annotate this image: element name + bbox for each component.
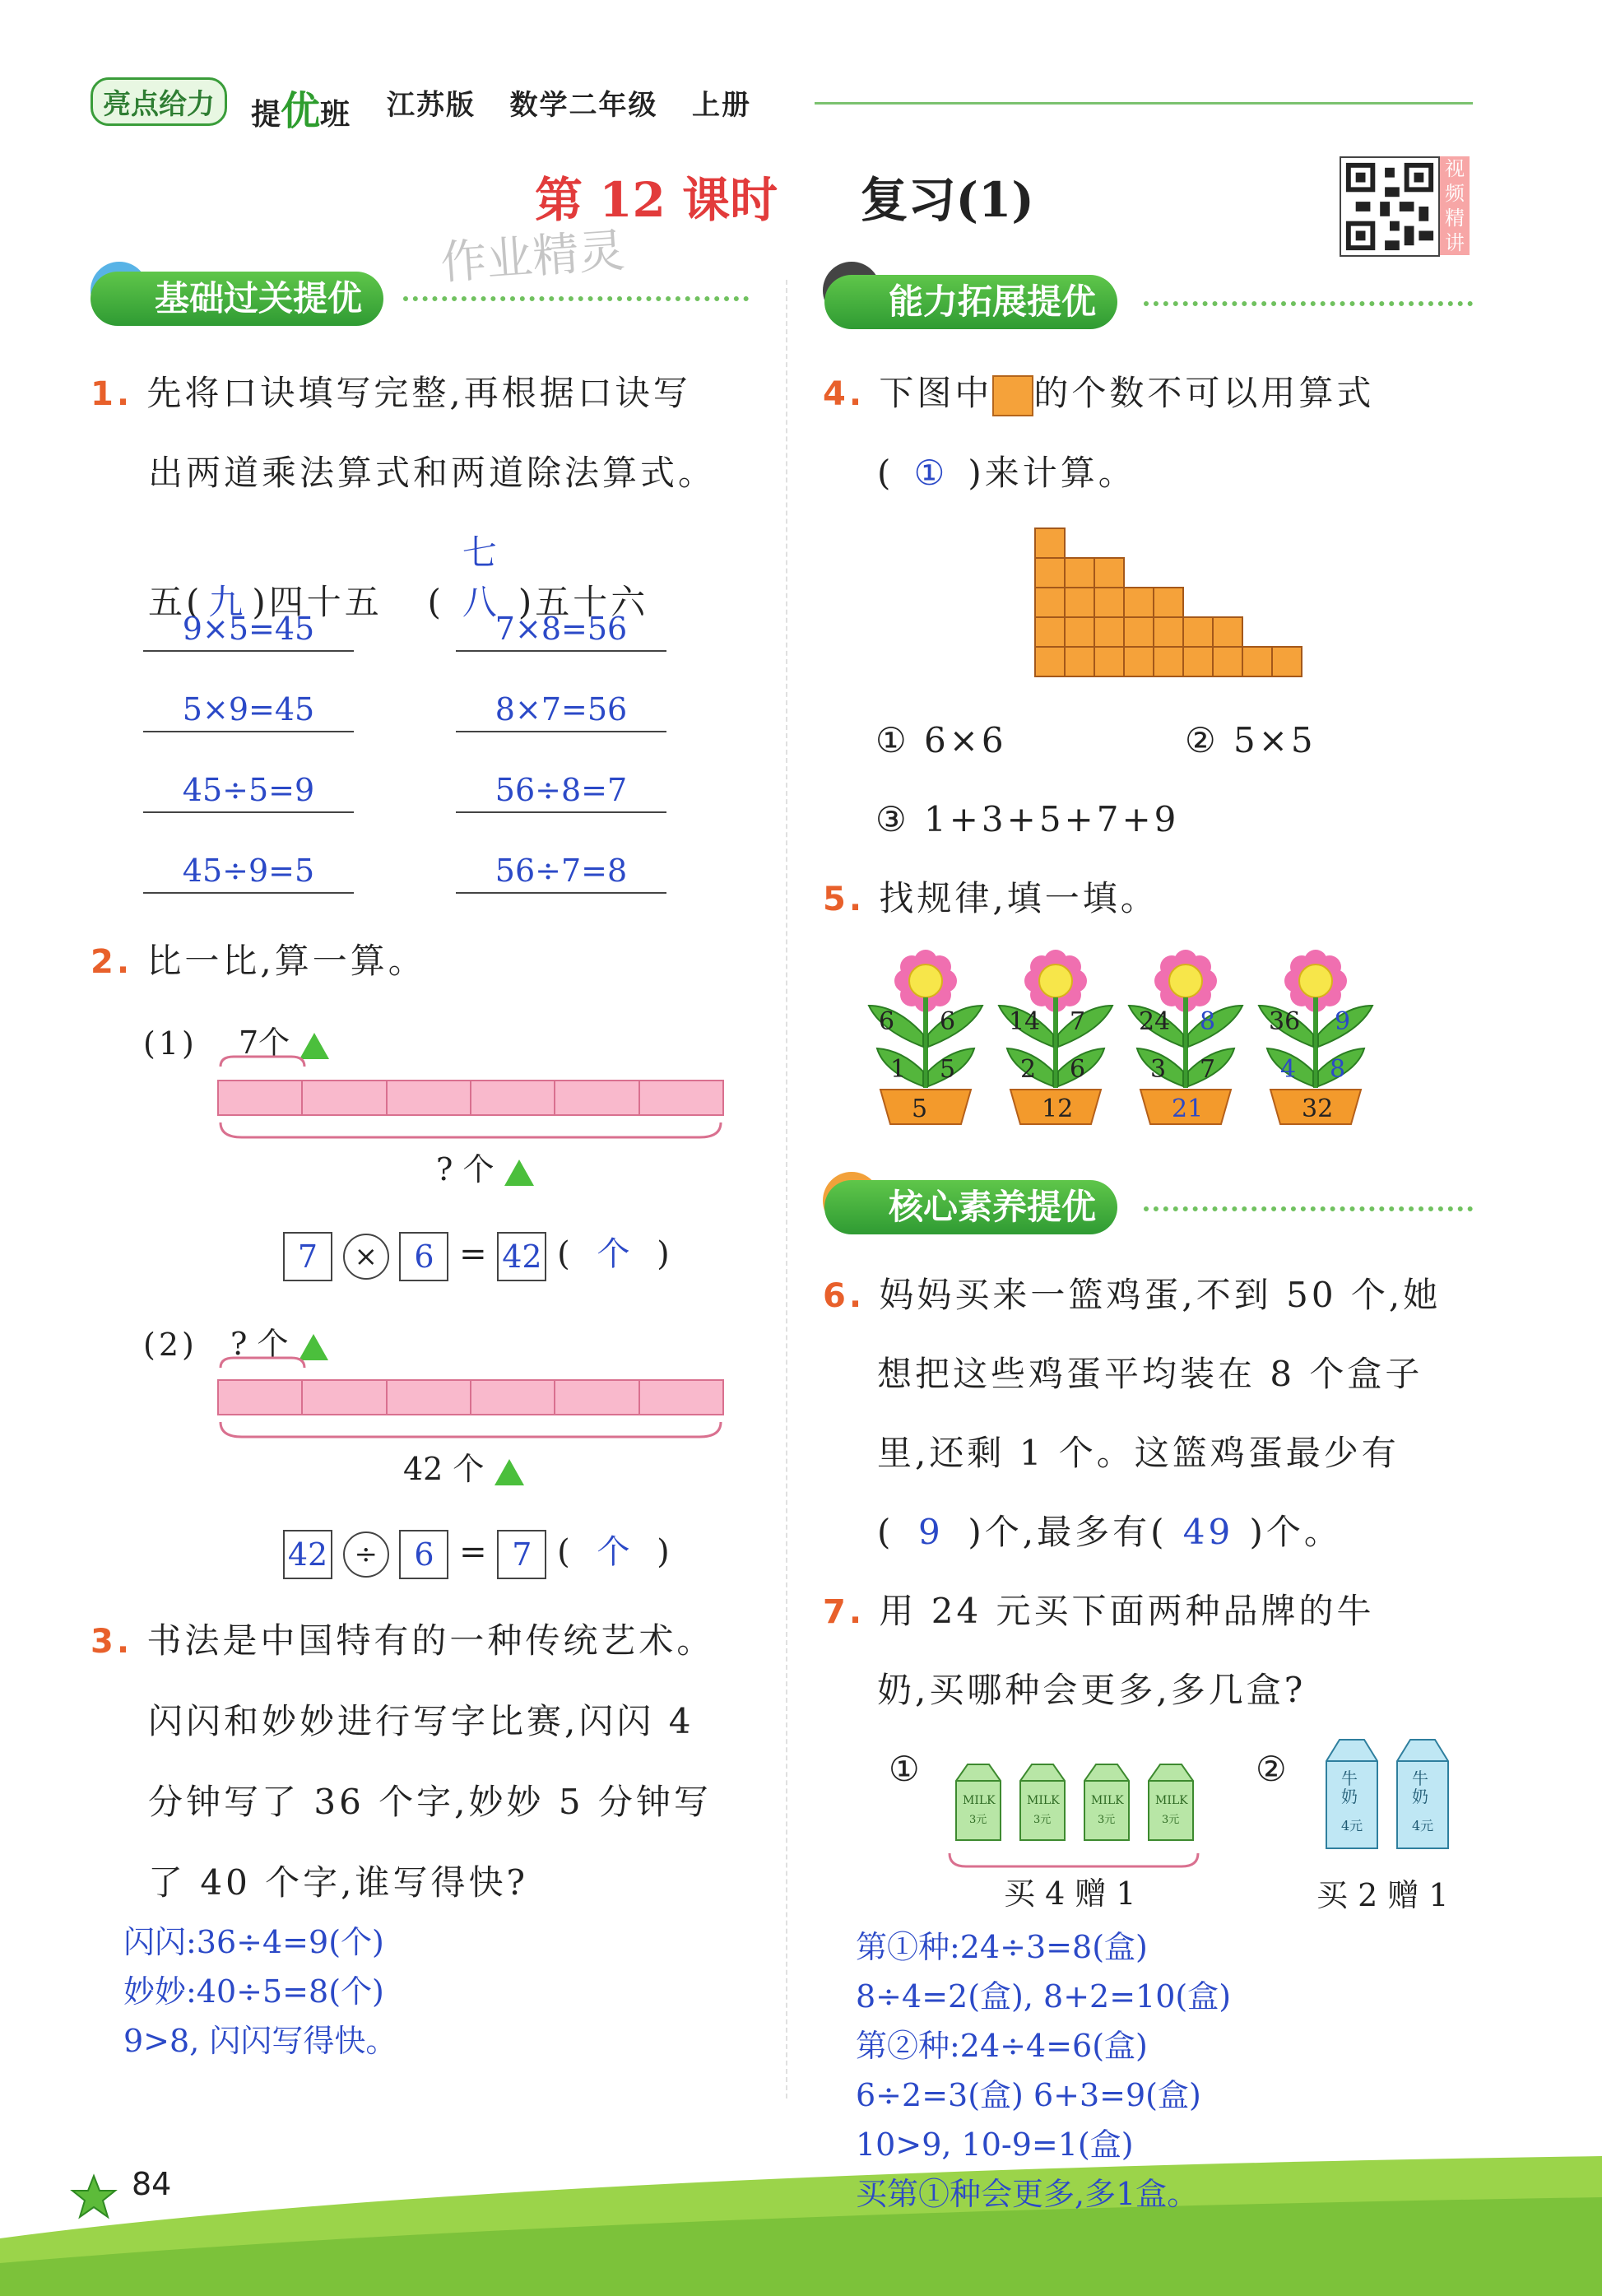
video-tag: 视频精讲 [1440,156,1470,255]
milk-price-text: 3元 [969,1814,987,1826]
milk-carton-large [1321,1736,1382,1855]
eq-result: 42 [497,1232,546,1281]
section-core: 核心素养提优 [824,1180,1117,1234]
milk-price-text: 4元 [1341,1818,1363,1834]
flower-pot [994,948,1117,1129]
milk-carton-small [951,1761,1005,1847]
pot-number: 32 [1302,1095,1334,1123]
q7-answer-4: 6÷2=3(盒) 6+3=9(盒) [856,2077,1201,2113]
q1-number: 1. [91,375,133,413]
brand2-label: ② [1256,1749,1290,1789]
q4-line1-pre: 下图中 [879,373,993,413]
q6-answer-min: 9 [918,1512,944,1552]
leaf-top-left: 36 [1269,1007,1301,1036]
series-suffix: 班 [320,98,351,132]
q7-answer-6: 买第①种会更多,多1盒。 [856,2176,1199,2212]
q6-close: )个。 [1249,1512,1342,1552]
stair-square [1154,647,1183,676]
milk-brand-text: MILK [963,1794,996,1807]
milk-brand-text: MILK [1091,1794,1124,1807]
eq-equals: = [459,1533,487,1571]
section-basic: 基础过关提优 [91,272,383,326]
q2-p1-equation [283,1228,670,1281]
stair-square [1065,647,1094,676]
brand-logo: 亮点给力 [91,77,227,126]
stair-square [1094,588,1124,617]
q2-p1-bottom-text: ? 个 [436,1151,495,1188]
q2-part1-label: (1) [143,1025,197,1062]
triangle-icon [495,1459,524,1485]
pot-number: 12 [1042,1095,1074,1123]
flower-pot [864,948,987,1129]
milk-carton-small [1080,1761,1134,1847]
eq-operand-a: 7 [283,1232,332,1281]
q3-line2: 闪闪和妙妙进行写字比赛,闪闪 4 [148,1701,694,1741]
q1-text [91,369,749,419]
eq-unit: 个 [597,1533,630,1571]
eq-unit-open: ( [557,1533,570,1571]
stair-square [1035,588,1065,617]
rhyme-b-answer: 七八 [462,532,500,622]
q6-answer-max: 49 [1182,1512,1234,1552]
leaf-bottom-left: 1 [890,1055,907,1084]
eq-operator: × [343,1234,389,1280]
rhyme-a-post: )四十五 [252,582,383,622]
stair-square [1154,617,1183,647]
stair-square [1213,647,1242,676]
series-name [251,79,350,136]
q1-right-3: 56÷8=7 [456,772,666,813]
q3-answer-1: 闪闪:36÷4=9(个) [123,1924,384,1960]
q5-text [823,874,1159,924]
q4-blank-open: ( [877,453,894,493]
stair-square [1094,617,1124,647]
stair-square [1065,558,1094,588]
stair-square [1213,617,1242,647]
milk-price-text: 3元 [1162,1814,1180,1826]
q2-prompt: 比一比,算一算。 [146,941,426,981]
rhyme-b-pre: ( [427,582,444,622]
q4-text [823,369,1481,419]
q6-line2: 想把这些鸡蛋平均装在 8 个盒子 [877,1354,1423,1394]
section-divider [1144,301,1473,311]
leaf-top-left: 6 [879,1007,895,1036]
leaf-top-right: 7 [1070,1007,1086,1036]
q5-number: 5. [823,881,866,918]
q4-staircase [1033,527,1313,683]
section-ability: 能力拓展提优 [824,275,1117,329]
q4-line2 [877,449,1136,498]
q1-left-3: 45÷5=9 [143,772,354,813]
stair-square [1124,647,1154,676]
header-rule [815,102,1473,105]
leaf-bottom-right: 8 [1330,1055,1346,1084]
milk-carton-large [1392,1736,1453,1855]
q7-answer-1: 第①种:24÷3=8(盒) [856,1929,1148,1965]
stair-square [1094,647,1124,676]
stair-square [1035,528,1065,558]
q6-line3: 里,还剩 1 个。这篮鸡蛋最少有 [877,1433,1400,1473]
series-mid: 优 [281,88,321,134]
q7-line2: 奶,买哪种会更多,多几盒? [877,1670,1307,1710]
milk-carton-small [1015,1761,1070,1847]
footer-band [0,2140,1602,2296]
milk-brand-text: MILK [1155,1794,1188,1807]
eq-unit: 个 [597,1235,630,1273]
q2-p2-top-text: ? 个 [230,1326,289,1362]
lesson-topic: 复习(1) [860,172,1034,228]
eq-operator: ÷ [343,1531,389,1578]
brand1-deal: 买 4 赠 1 [1004,1875,1136,1912]
q3-line3: 分钟写了 36 个字,妙妙 5 分钟写 [148,1782,712,1822]
q2-part2-bottom [403,1443,524,1489]
q2-p2-equation [283,1526,670,1579]
q3-text [91,1616,765,1666]
q7-line1: 用 24 元买下面两种品牌的牛 [879,1591,1375,1631]
rhyme-b-post: )五十六 [518,582,649,622]
flower-pot [1254,948,1377,1129]
q3-number: 3. [91,1623,133,1661]
q4-option-3: ③ 1+3+5+7+9 [875,799,1180,839]
q2-part1-bottom [436,1144,534,1189]
q4-option-1: ① 6×6 [875,720,1007,760]
stair-square [1035,647,1065,676]
milk-brand-text: 牛奶 [1341,1768,1358,1806]
brand2-deal: 买 2 赠 1 [1316,1877,1449,1913]
q4-line1-post: 的个数不可以用算式 [1033,373,1375,413]
eq-result: 7 [497,1530,546,1579]
q6-line4 [877,1508,1342,1557]
leaf-top-left: 14 [1009,1007,1041,1036]
q6-mid: )个,最多有( [968,1512,1168,1552]
q3-answer-3: 9>8, 闪闪写得快。 [123,2023,397,2059]
leaf-bottom-right: 6 [1070,1055,1086,1084]
q1-left-1: 9×5=45 [143,611,354,652]
q1-left-4: 45÷9=5 [143,853,354,894]
brand1-label: ① [889,1749,923,1789]
pot-number: 5 [912,1095,928,1123]
q4-number: 4. [823,375,866,413]
q5-prompt: 找规律,填一填。 [879,878,1159,918]
q7-number: 7. [823,1593,866,1631]
q4-line2-post: )来计算。 [968,453,1136,493]
stair-square [1183,617,1213,647]
q4-option-2: ② 5×5 [1185,720,1316,760]
flower-pot [1124,948,1247,1129]
leaf-top-right: 9 [1335,1007,1351,1036]
stair-square [1094,558,1124,588]
stair-square [1065,588,1094,617]
q2-p1-bottom-brace [217,1121,724,1146]
stair-square [1183,647,1213,676]
stair-square [1065,617,1094,647]
q2-p1-bar [217,1080,724,1116]
q7-answer-3: 第②种:24÷4=6(盒) [856,2028,1148,2064]
q3-line4: 了 40 个字,谁写得快? [148,1862,529,1903]
eq-operand-b: 6 [399,1530,448,1579]
q2-number: 2. [91,943,133,981]
eq-operand-b: 6 [399,1232,448,1281]
q1-line1: 先将口诀填写完整,再根据口诀写 [146,373,691,413]
stair-square [1124,617,1154,647]
stair-square [1154,588,1183,617]
eq-equals: = [459,1235,487,1273]
stair-square [1035,558,1065,588]
q7-answer-5: 10>9, 10-9=1(盒) [856,2126,1134,2163]
lesson-number: 第 12 课时 [535,172,778,228]
q1-line2: 出两道乘法算式和两道除法算式。 [148,453,717,493]
q2-p1-top-text: 7个 [239,1025,290,1061]
leaf-bottom-right: 7 [1200,1055,1216,1084]
section-divider [1144,1206,1473,1216]
milk-price-text: 4元 [1412,1818,1434,1834]
q2-part2-label: (2) [143,1327,197,1363]
q3-line1: 书法是中国特有的一种传统艺术。 [146,1620,715,1661]
q6-line1: 妈妈买来一篮鸡蛋,不到 50 个,她 [879,1275,1442,1315]
q2-p2-bottom-brace [217,1420,724,1445]
leaf-top-right: 6 [940,1007,956,1036]
stair-square [1035,617,1065,647]
q1-right-2: 8×7=56 [456,691,666,732]
q1-left-2: 5×9=45 [143,691,354,732]
milk-carton-small [1144,1761,1198,1847]
stair-square [1124,588,1154,617]
milk-brand-text: 牛奶 [1412,1768,1428,1806]
eq-operand-a: 42 [283,1530,332,1579]
pot-number: 21 [1172,1095,1204,1123]
leaf-bottom-left: 4 [1280,1055,1297,1084]
stair-square [1272,647,1302,676]
leaf-bottom-right: 5 [940,1055,956,1084]
watermark: 作业精灵 [439,224,627,290]
triangle-icon [504,1160,534,1186]
q7-answer-2: 8÷4=2(盒), 8+2=10(盒) [856,1978,1232,2015]
q7-text [823,1587,1498,1637]
q6-text [823,1271,1498,1321]
q2-p2-bar [217,1379,724,1415]
q3-answer-2: 妙妙:40÷5=8(个) [123,1973,384,2010]
series-prefix: 提 [251,98,281,132]
book-info: 江苏版 数学二年级 上册 [387,89,752,122]
leaf-top-right: 8 [1200,1007,1216,1036]
leaf-top-left: 24 [1139,1007,1171,1036]
milk-brand-text: MILK [1027,1794,1060,1807]
q1-right-1: 7×8=56 [456,611,666,652]
milk-price-text: 3元 [1033,1814,1052,1826]
q4-answer: ① [913,453,949,493]
q6-open: ( [877,1512,894,1552]
page-number: 84 [132,2166,172,2202]
q2-text [91,937,426,987]
rhyme-a-pre: 五( [148,582,203,622]
stair-square [1242,647,1272,676]
leaf-bottom-left: 2 [1020,1055,1037,1084]
q2-p2-bottom-text: 42 个 [403,1451,485,1487]
square-icon [992,375,1033,416]
rhyme-a-answer: 九 [208,582,247,622]
qr-code-icon[interactable] [1340,156,1440,257]
section-divider [403,296,749,306]
star-icon [69,2173,118,2222]
q2-p1-top-brace [217,1052,308,1068]
eq-unit-open: ( [557,1235,570,1273]
q1-right-4: 56÷7=8 [456,853,666,894]
eq-unit-close: ) [657,1533,670,1571]
eq-unit-close: ) [657,1235,670,1273]
milk-price-text: 3元 [1098,1814,1116,1826]
leaf-bottom-left: 3 [1150,1055,1167,1084]
q2-p2-top-brace [217,1353,308,1369]
column-divider [786,280,787,2098]
q6-number: 6. [823,1277,866,1315]
